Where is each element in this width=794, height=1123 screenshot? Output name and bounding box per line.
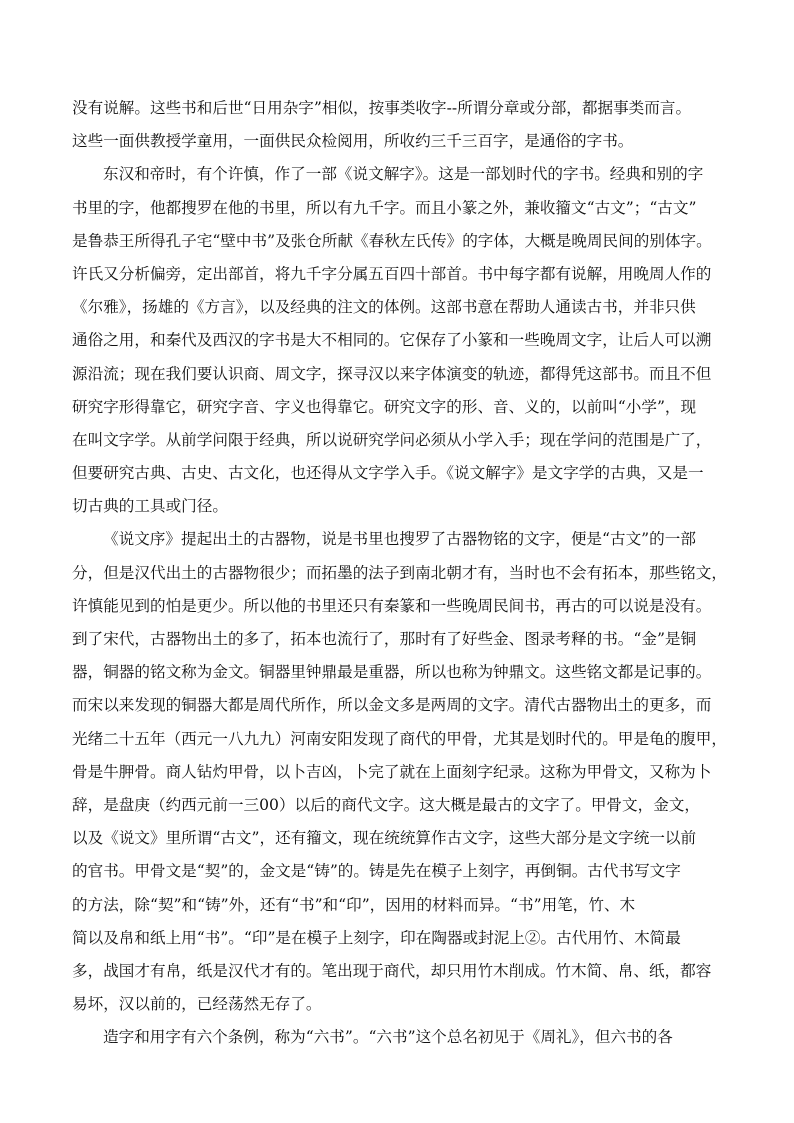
paragraph — [72, 1021, 732, 1054]
text-line: 这些一面供教授学童用，一面供民众检阅用，所收约三千三百字，是通俗的字书。 — [72, 132, 634, 151]
text-line: 骨是牛胛骨。商人钻灼甲骨，以卜吉凶，卜完了就在上面刻字纪录。这称为甲骨文，又称为卜 — [72, 762, 712, 781]
text-line: 书里的字，他都搜罗在他的书里，所以有九千字。而且小篆之外，兼收籀文“古文”；“古文” — [72, 198, 697, 217]
text-line: 简以及帛和纸上用“书”。“印”是在模子上刻字，印在陶器或封泥上②。古代用竹、木简最 — [72, 928, 681, 947]
text-line: 但要研究古典、古史、古文化，也还得从文字学入手。《说文解字》是文字学的古典，又是一 — [72, 464, 704, 483]
text-line: 《尔雅》，扬雄的《方言》，以及经典的注文的体例。这部书意在帮助人通读古书，并非只供 — [72, 298, 696, 317]
text-line: 辞，是盘庚（约西元前一三00）以后的商代文字。这大概是最古的文字了。甲骨文，金文， — [72, 795, 700, 814]
paragraph — [72, 158, 732, 523]
text-line: 通俗之用，和秦代及西汉的字书是大不相同的。它保存了小篆和一些晚周文字，让后人可以溯 — [72, 331, 712, 350]
text-line: 器，铜器的铭文称为金文。铜器里钟鼎最是重器，所以也称为钟鼎文。这些铭文都是记事的。 — [72, 663, 712, 682]
text-line: 许慎能见到的怕是更少。所以他的书里还只有秦篆和一些晚周民间书，再古的可以说是没有。 — [72, 596, 712, 615]
text-line: 没有说解。这些书和后世“日用杂字”相似，按事类收字--所谓分章或分部，都据事类而言。 — [72, 99, 692, 117]
text-line: 多，战国才有帛，纸是汉代才有的。笔出现于商代，却只用竹木削成。竹木简、帛、纸，都容 — [72, 961, 712, 980]
document-page — [72, 92, 732, 1054]
text-line: 东汉和帝时，有个许慎，作了一部《说文解字》。这是一部划时代的字书。经典和别的字 — [103, 165, 704, 184]
text-line: 研究字形得靠它，研究字音、字义也得靠它。研究文字的形、音、义的，以前叫“小学”，现 — [72, 397, 697, 416]
text-line: 的方法，除“契”和“铸”外，还有“书”和“印”，因用的材料而异。“书”用笔，竹、木 — [72, 895, 636, 914]
text-line: 《说文序》提起出土的古器物，说是书里也搜罗了古器物铭的文字，便是“古文”的一部 — [103, 530, 696, 549]
text-line: 易坏，汉以前的，已经荡然无存了。 — [72, 995, 322, 1014]
text-line: 的官书。甲骨文是“契”的，金文是“铸”的。铸是先在模子上刻字，再倒铜。古代书写文字 — [72, 862, 681, 881]
text-line: 是鲁恭王所得孔子宅“壁中书”及张仓所献《春秋左氏传》的字体，大概是晚周民间的别体字。 — [72, 231, 712, 250]
text-line: 造字和用字有六个条例，称为“六书”。“六书”这个总名初见于《周礼》，但六书的各 — [103, 1028, 673, 1047]
text-line: 光绪二十五年（西元一八九九）河南安阳发现了商代的甲骨，尤其是划时代的。甲是龟的腹甲， — [72, 729, 727, 748]
text-line: 以及《说文》里所谓“古文”，还有籀文，现在统统算作古文字，这些大部分是文字统一以前 — [72, 829, 697, 848]
text-line: 源沿流；现在我们要认识商、周文字，探寻汉以来字体演变的轨迹，都得凭这部书。而且不但 — [72, 364, 712, 383]
text-line: 分，但是汉代出土的古器物很少；而拓墨的法子到南北朝才有，当时也不会有拓本，那些铭文， — [72, 563, 727, 582]
text-line: 到了宋代，古器物出土的多了，拓本也流行了，那时有了好些金、图录考释的书。“金”是铜 — [72, 630, 697, 648]
text-line: 许氏又分析偏旁，定出部首，将九千字分属五百四十部首。书中每字都有说解，用晚周人作的 — [72, 264, 712, 283]
paragraph — [72, 92, 732, 158]
text-line: 切古典的工具或门径。 — [72, 497, 228, 516]
paragraph — [72, 523, 732, 1021]
text-line: 在叫文字学。从前学问限于经典，所以说研究学问必须从小学入手；现在学问的范围是广了， — [72, 430, 712, 449]
text-line: 而宋以来发现的铜器大都是周代所作，所以金文多是两周的文字。清代古器物出土的更多，而 — [72, 696, 712, 715]
